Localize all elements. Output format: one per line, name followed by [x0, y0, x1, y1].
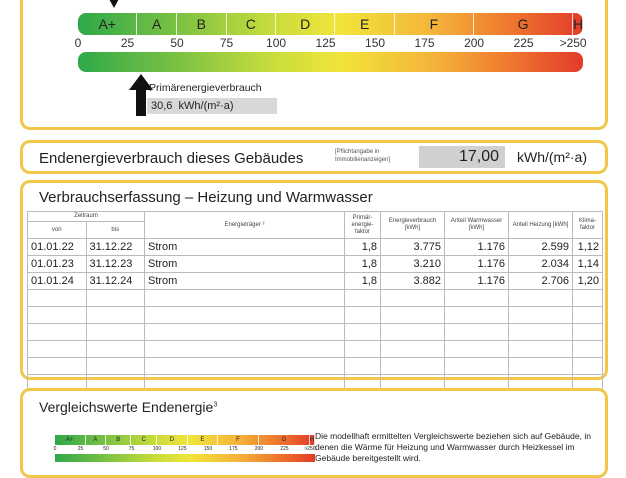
cell-warmwasser: 1.176: [445, 256, 509, 273]
mini-class-h: H: [309, 437, 315, 443]
mini-scale-tick: 225: [280, 446, 289, 452]
cell-klima: 1,14: [573, 256, 603, 273]
scale-tick: 50: [170, 36, 184, 50]
class-d: D: [276, 13, 335, 35]
cell-faktor: 1,8: [345, 239, 381, 256]
table-row: [28, 256, 603, 273]
class-g: G: [474, 13, 573, 35]
arrow-down-icon: [102, 0, 126, 8]
class-aplus: A+: [78, 13, 137, 35]
empty-table-row: [28, 358, 603, 375]
header-heizung: Anteil Heizung [kWh]: [509, 212, 573, 239]
cell-energie: 3.775: [381, 239, 445, 256]
endenergie-panel: [20, 140, 608, 174]
table-row: [28, 239, 603, 256]
mini-scale-tick: 100: [152, 446, 162, 452]
mini-class-aplus: A+: [55, 435, 86, 445]
empty-table-row: [28, 341, 603, 358]
class-a: A: [137, 13, 177, 35]
efficiency-gradient-bar: [78, 52, 583, 72]
mini-class-f: F: [218, 435, 259, 445]
comparison-description: Die modellhaft ermittelten Vergleichswerte beziehen sich auf Gebäude, in denen die Wärme für Heizung und Warmwasser durch Heizkessel im Gebäude bereitgestellt wird.: [315, 431, 591, 463]
primary-energy-value: [147, 98, 277, 114]
empty-table-row: [28, 290, 603, 307]
scale-tick: 125: [315, 36, 336, 50]
primary-energy-label: Primärenergieverbrauch: [149, 82, 262, 94]
cell-bis: 31.12.22: [86, 239, 145, 256]
mini-class-c: C: [131, 435, 156, 445]
mini-scale-tick: 75: [128, 446, 135, 452]
class-h: H: [573, 13, 583, 35]
endenergie-label: Endenergieverbrauch dieses Gebäudes: [39, 150, 304, 167]
empty-table-row: [28, 307, 603, 324]
class-b: B: [177, 13, 227, 35]
endenergie-unit: kWh/(m²·a): [517, 149, 587, 165]
cell-bis: 31.12.23: [86, 256, 145, 273]
scale-tick: >250: [559, 36, 587, 50]
header-primaerenergiefaktor: Primär-energie-faktor: [345, 212, 381, 239]
cell-klima: 1,20: [573, 273, 603, 290]
scale-tick: 100: [266, 36, 287, 50]
mini-scale-tick: 25: [77, 446, 84, 452]
mini-class-g: G: [259, 435, 310, 445]
cell-warmwasser: 1.176: [445, 273, 509, 290]
cell-von: 01.01.23: [28, 256, 87, 273]
class-c: C: [227, 13, 277, 35]
endenergie-value: 17,00: [419, 146, 505, 168]
cell-warmwasser: 1.176: [445, 239, 509, 256]
cell-von: 01.01.24: [28, 273, 87, 290]
cell-traeger: Strom: [145, 256, 345, 273]
mini-scale-tick: 0: [53, 446, 57, 452]
header-von: von: [28, 222, 87, 239]
cell-energie: 3.882: [381, 273, 445, 290]
cell-klima: 1,12: [573, 239, 603, 256]
scale-tick: 175: [414, 36, 435, 50]
scale-tick: 225: [513, 36, 534, 50]
cell-von: 01.01.22: [28, 239, 87, 256]
primary-energy-number: 30,6: [151, 100, 173, 112]
consumption-panel: [20, 180, 608, 380]
mini-class-d: D: [157, 435, 188, 445]
mini-scale-tick: 50: [103, 446, 109, 452]
comparison-footnote-mark: 3: [213, 401, 218, 409]
endenergie-note: [Pflichtangabe in Immobilienanzeigen]: [335, 149, 391, 163]
scale-tick: 75: [219, 36, 234, 50]
mini-scale-tick: 150: [203, 446, 213, 452]
comparison-title-text: Vergleichswerte Endenergie: [39, 399, 214, 415]
mini-class-a: A: [86, 435, 106, 445]
consumption-table: [27, 211, 603, 392]
cell-traeger: Strom: [145, 273, 345, 290]
cell-heizung: 2.706: [509, 273, 573, 290]
header-warmwasser: Anteil Warmwasser [kWh]: [445, 212, 509, 239]
mini-scale-tick: 175: [229, 446, 238, 452]
cell-faktor: 1,8: [345, 273, 381, 290]
header-zeitraum: Zeitraum: [28, 212, 145, 222]
comparison-gradient-bar: [55, 454, 315, 462]
cell-faktor: 1,8: [345, 256, 381, 273]
mini-scale-tick: 200: [254, 446, 264, 452]
table-row: [28, 273, 603, 290]
empty-table-row: [28, 324, 603, 341]
header-energieverbrauch: Energieverbrauch [kWh]: [381, 212, 445, 239]
consumption-title: Verbrauchserfassung – Heizung und Warmwasser: [39, 189, 373, 206]
mini-class-e: E: [188, 435, 219, 445]
class-e: E: [335, 13, 394, 35]
scale-tick: 0: [74, 36, 82, 50]
scale-tick: 200: [464, 36, 485, 50]
cell-heizung: 2.034: [509, 256, 573, 273]
energy-scale-panel: [20, 0, 608, 130]
scale-tick: 25: [120, 36, 135, 50]
scale-tick: 150: [365, 36, 386, 50]
cell-heizung: 2.599: [509, 239, 573, 256]
cell-energie: 3.210: [381, 256, 445, 273]
comparison-panel: [20, 388, 608, 478]
cell-bis: 31.12.24: [86, 273, 145, 290]
primary-energy-unit: kWh/(m²·a): [178, 100, 234, 112]
header-klimafaktor: Klima-faktor: [573, 212, 603, 239]
comparison-title: [39, 399, 217, 415]
cell-traeger: Strom: [145, 239, 345, 256]
mini-scale-tick: >250: [304, 446, 316, 452]
header-bis: bis: [86, 222, 145, 239]
mini-class-b: B: [106, 435, 131, 445]
class-f: F: [395, 13, 474, 35]
mini-scale-tick: 125: [178, 446, 187, 452]
header-energietraeger: Energieträger ²: [145, 212, 345, 239]
